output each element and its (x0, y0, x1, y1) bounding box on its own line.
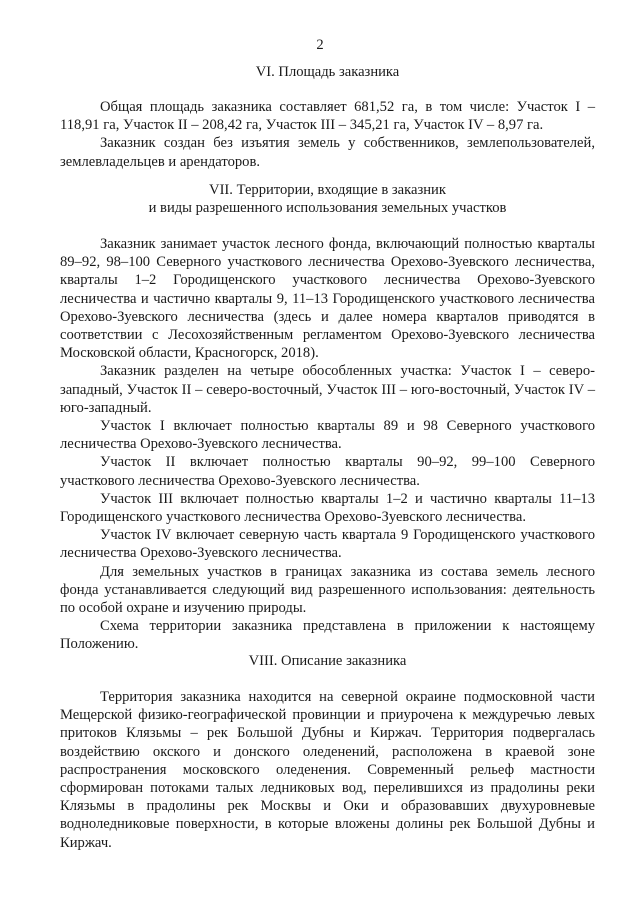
section-7-body (60, 235, 595, 654)
paragraph: Участок II включает полностью кварталы 90–92, 99–100 Северного участкового лесничества Орехово-Зуевского лесничества. (60, 454, 595, 489)
section-7-heading-line1: VII. Территории, входящие в заказник (209, 182, 446, 198)
paragraph: Участок III включает полностью кварталы 1–2 и частично кварталы 11–13 Городищенского участкового лесничества Орехово-Зуевского лесничества. (60, 490, 595, 526)
paragraph: Заказник создан без изъятия земель у собственников, землепользователей, землевладельцев и арендаторов. (60, 135, 595, 170)
section-8-heading-text: VIII. Описание заказника (248, 653, 407, 669)
paragraph: Участок I включает полностью кварталы 89 и 98 Северного участкового лесничества Орехово-Зуевского лесничества. (60, 418, 595, 453)
paragraph: Заказник занимает участок лесного фонда, включающий полностью кварталы 89–92, 98–100 Северного участкового лесничества Орехово-Зуевского лесничества, кварталы 1–2 Городищенского участкового лесничества Орехово-Зуевского лесничества и частично кварталы 9, 11–13 Городищенского участкового лесничества Орехово-Зуевского лесничества (здесь и далее номера кварталов приводятся в соответствии с Лесохозяйственным регламентом Орехово-Зуевского лесничества Московской области, Красногорск, 2018). (60, 236, 595, 362)
paragraph: Схема территории заказника представлена в приложении к настоящему Положению. (60, 618, 595, 653)
section-8-heading (60, 652, 595, 670)
paragraph: Территория заказника находится на северной окраине подмосковной части Мещерской физико-географической провинции и приурочена к междуречью левых притоков Клязьмы – рек Большой Дубны и Киржач. Территория подвергалась воздействию окского и донского оледенений, расположена в краевой зоне распространения московского оледенения. Современный рельеф мастности сформирован потоками талых ледниковых вод, перелившихся из прадолины реки Клязьмы в прадолины рек Москвы и Оки и образовавших двухуровневые водноледниковые поверхности, в которые вложены долины рек Большой Дубны и Киржач. (60, 689, 595, 851)
paragraph: Участок IV включает северную часть квартала 9 Городищенского участкового лесничества Орехово-Зуевского лесничества. (60, 527, 595, 562)
section-7-heading-line2: и виды разрешенного использования земельных участков (148, 200, 507, 217)
paragraph: Для земельных участков в границах заказника из состава земель лесного фонда устанавливается следующий вид разрешенного использования: деятельность по особой охране и изучению природы. (60, 563, 595, 617)
section-7-heading (60, 181, 595, 217)
page-number: 2 (316, 37, 324, 53)
section-6-heading-text: VI. Площадь заказника (255, 64, 400, 80)
section-8-body (60, 688, 595, 852)
paragraph: Заказник разделен на четыре обособленных участка: Участок I – северо-западный, Участок II – северо-восточный, Участок III – юго-восточный, Участок IV – юго-западный. (60, 363, 595, 416)
section-6-body (60, 98, 595, 171)
paragraph: Общая площадь заказника составляет 681,52 га, в том числе: Участок I – 118,91 га, Участок II – 208,42 га, Участок III – 345,21 га, Участок IV – 8,97 га. (60, 99, 595, 134)
section-6-heading (60, 63, 595, 81)
